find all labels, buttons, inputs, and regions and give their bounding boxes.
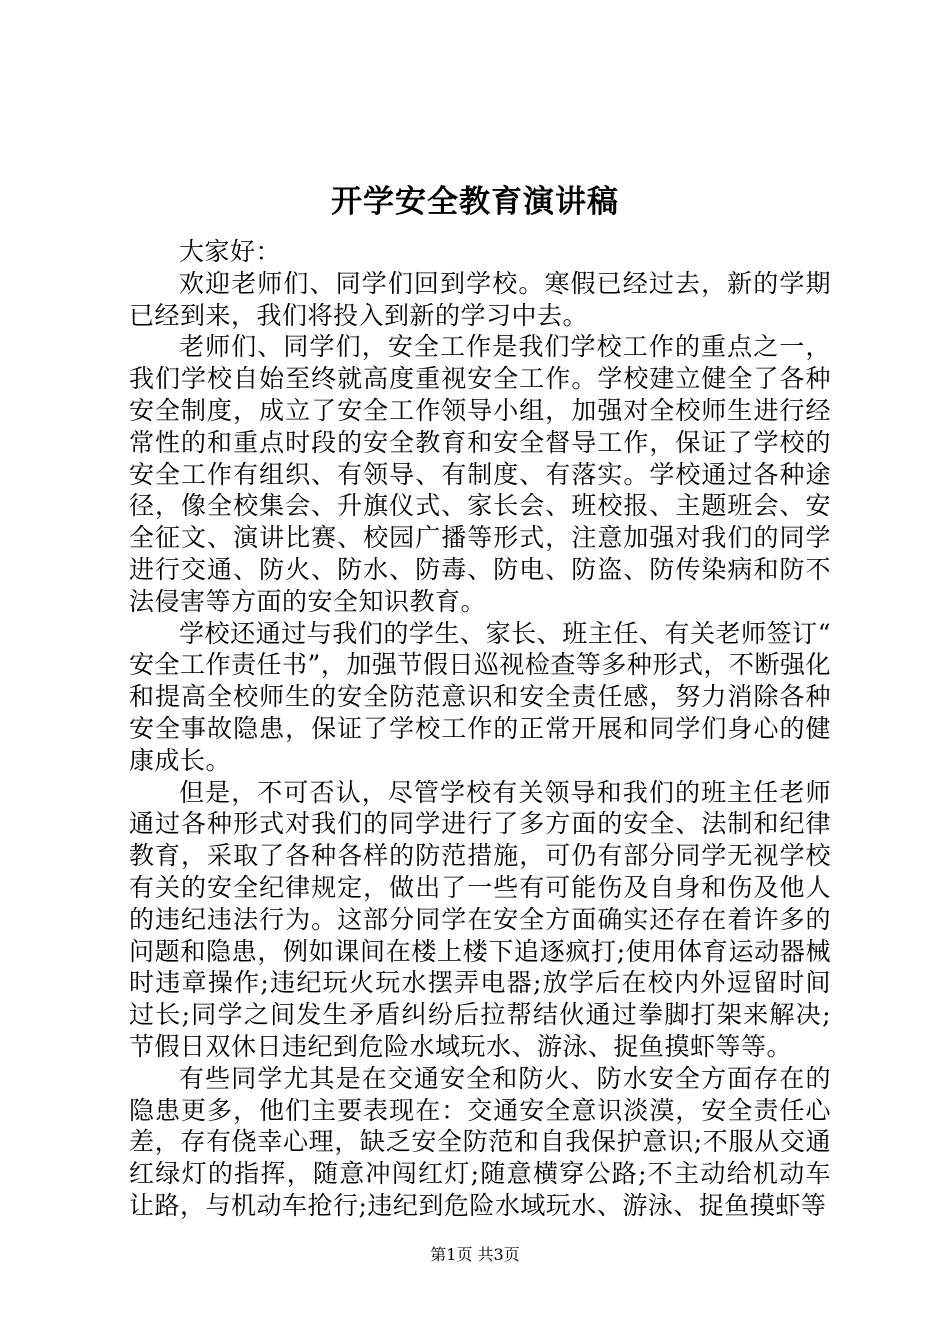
paragraph: 老师们、同学们，安全工作是我们学校工作的重点之一，我们学校自始至终就高度重视安全工作。学校建立健全了各种安全制度，成立了安全工作领导小组，加强对全校师生进行经常性的和重点时段的安全教育和安全督导工作，保证了学校的安全工作有组织、有领导、有制度、有落实。学校通过各种途径，像全校集会、升旗仪式、家长会、班校报、主题班会、安全征文、演讲比赛、校园广播等形式，注意加强对我们的同学进行交通、防火、防水、防毒、防电、防盗、防传染病和防不法侵害等方面的安全知识教育。: [129, 332, 831, 616]
paragraph-greeting: 大家好：: [179, 237, 282, 266]
paragraph: 欢迎老师们、同学们回到学校。寒假已经过去，新的学期已经到来，我们将投入到新的学习中去。: [129, 268, 831, 330]
paragraph: 但是，不可否认，尽管学校有关领导和我们的班主任老师通过各种形式对我们的同学进行了多方面的安全、法制和纪律教育，采取了各种各样的防范措施，可仍有部分同学无视学校有关的安全纪律规定，做出了一些有可能伤及自身和伤及他人的违纪违法行为。这部分同学在安全方面确实还存在着许多的问题和隐患，例如课间在楼上楼下追逐疯打;使用体育运动器械时违章操作;违纪玩火玩水摆弄电器;放学后在校内外逗留时间过长;同学之间发生矛盾纠纷后拉帮结伙通过拳脚打架来解决;节假日双休日违纪到危险水域玩水、游泳、捉鱼摸虾等等。: [129, 777, 831, 1061]
document-body: [129, 236, 831, 1222]
page-footer: 第1页 共3页: [430, 1245, 520, 1264]
paragraph: 学校还通过与我们的学生、家长、班主任、有关老师签订“安全工作责任书”，加强节假日巡视检查等多种形式，不断强化和提高全校师生的安全防范意识和安全责任感，努力消除各种安全事故隐患，保证了学校工作的正常开展和同学们身心的健康成长。: [129, 618, 831, 775]
document-title: 开学安全教育演讲稿: [331, 184, 619, 220]
paragraph: 有些同学尤其是在交通安全和防火、防水安全方面存在的隐患更多，他们主要表现在：交通安全意识淡漠，安全责任心差，存有侥幸心理，缺乏安全防范和自我保护意识;不服从交通红绿灯的指挥，随意冲闯红灯;随意横穿公路;不主动给机动车让路，与机动车抢行;违纪到危险水域玩水、游泳、捉鱼摸虾等: [129, 1063, 831, 1220]
